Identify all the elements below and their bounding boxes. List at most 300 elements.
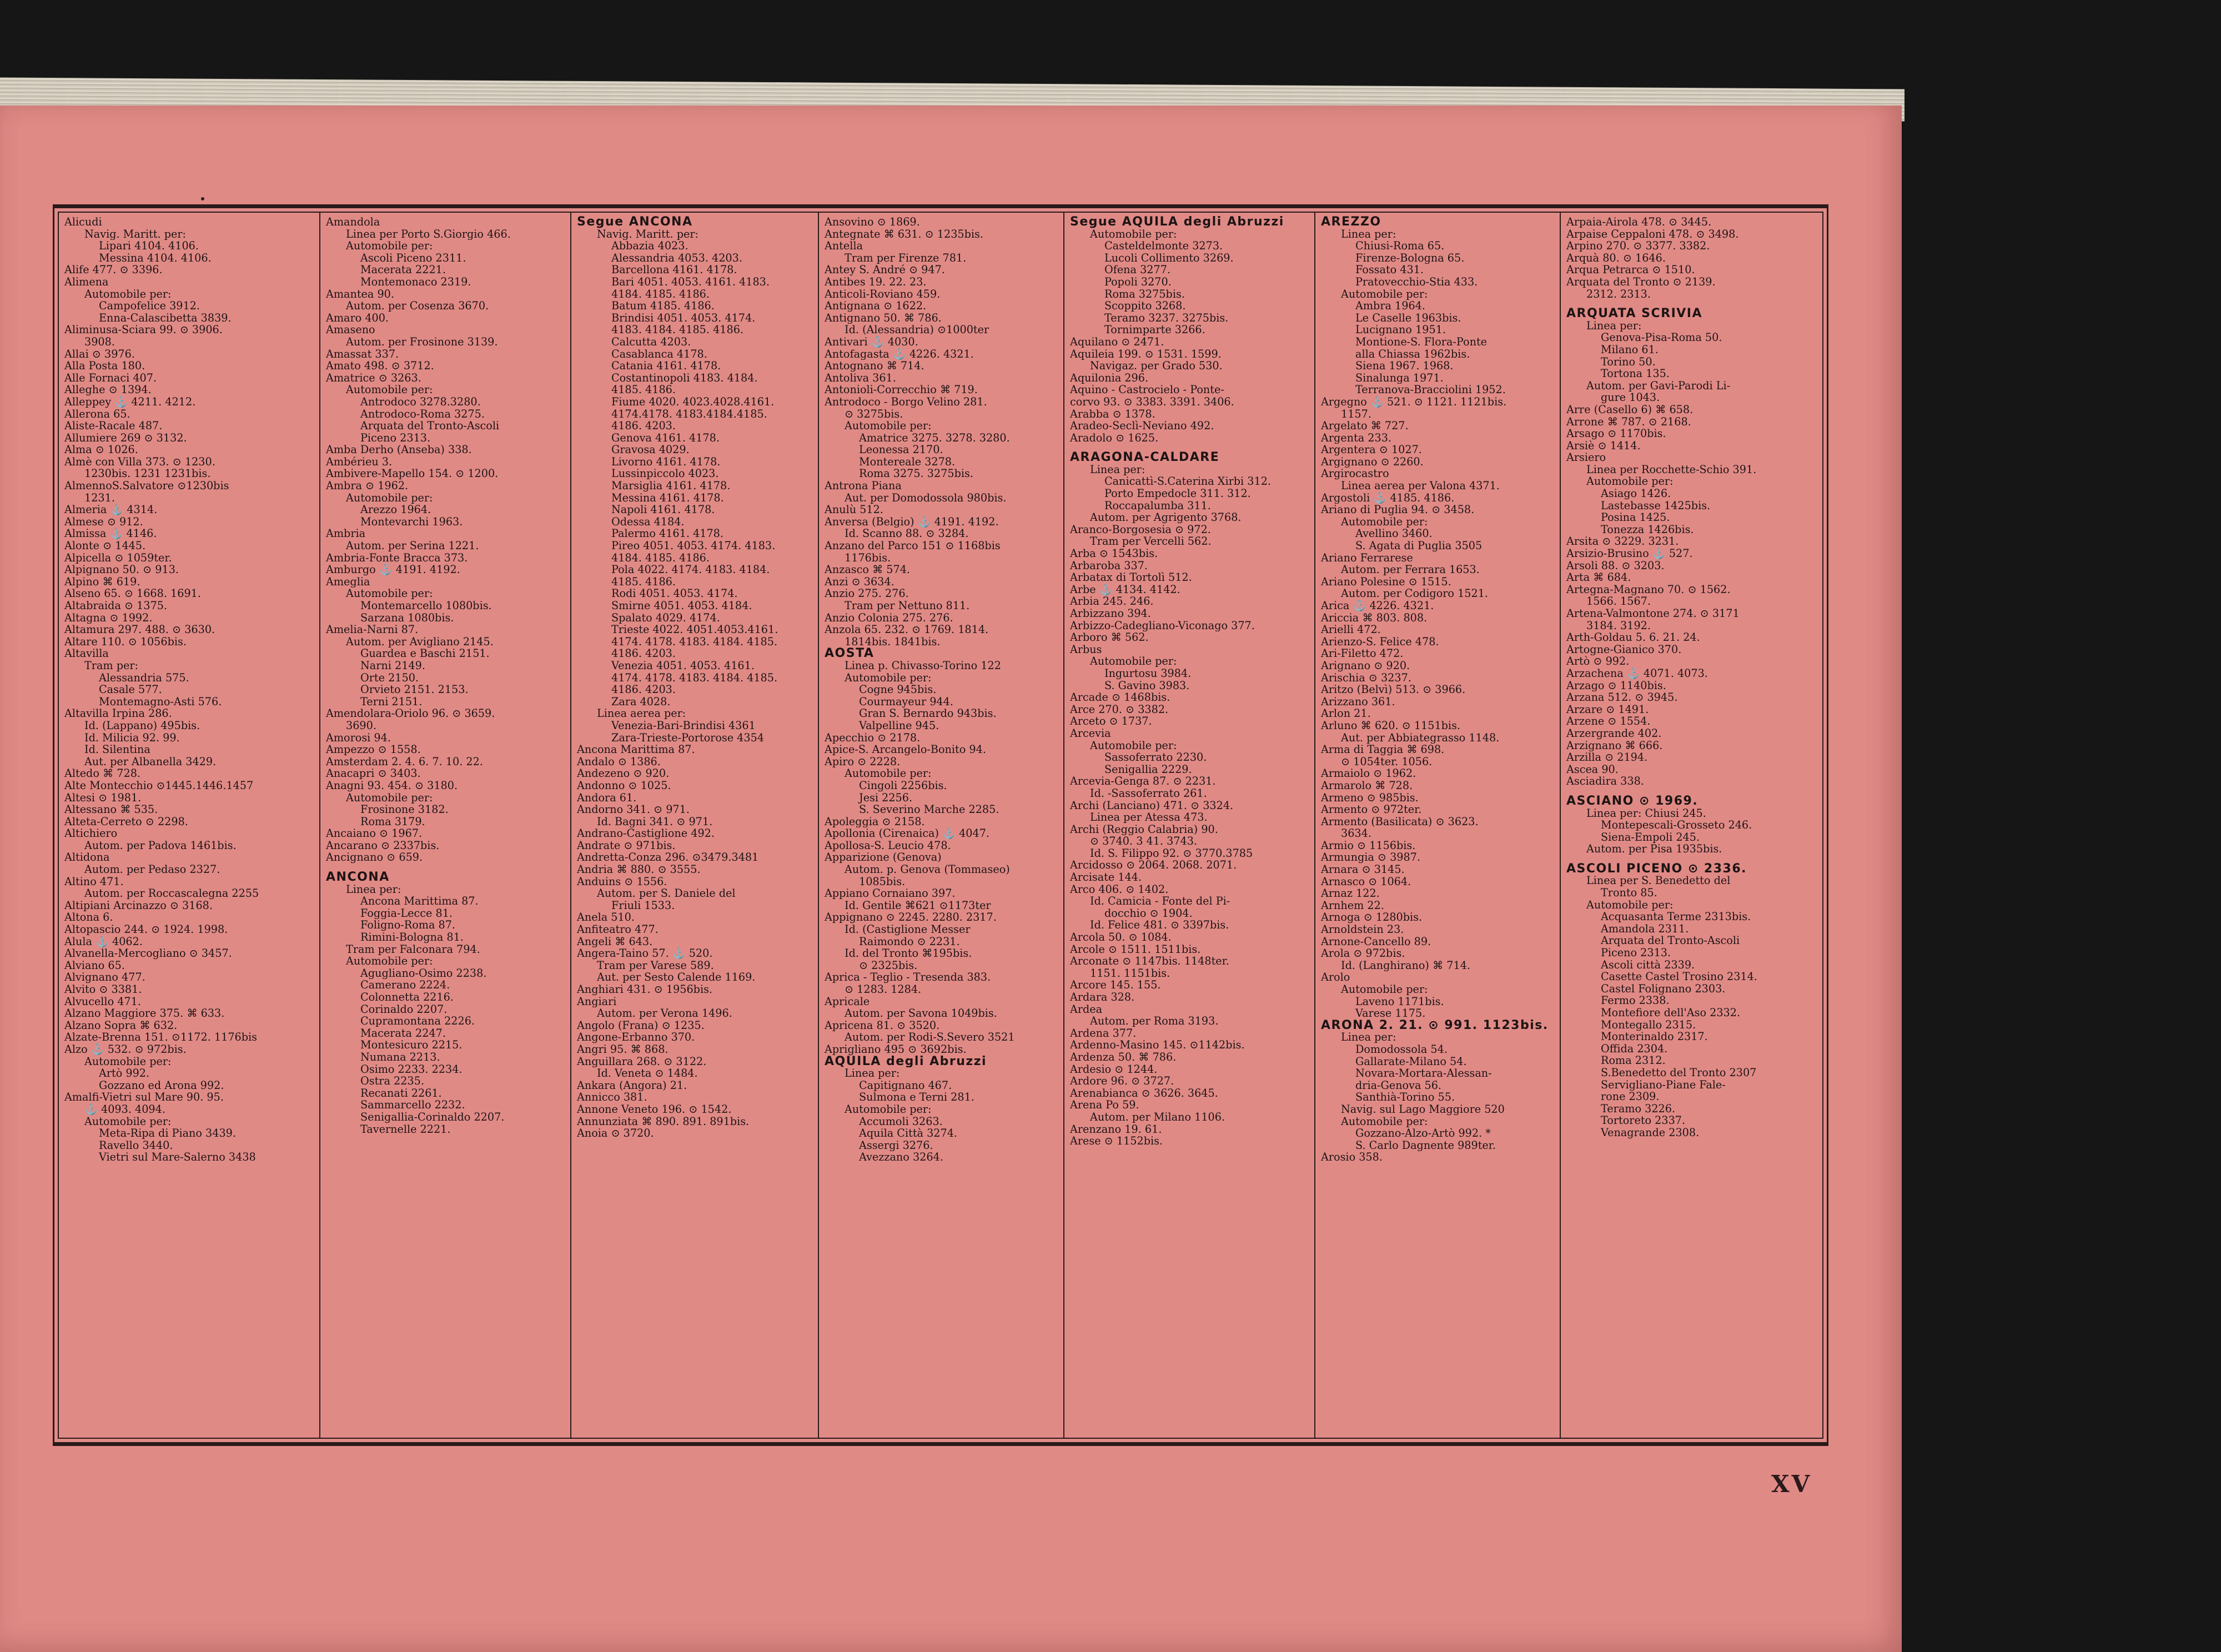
index-entry: Le Caselle 1963bis. (1355, 312, 1461, 324)
book-page (0, 106, 1902, 1652)
index-entry: Tram per Varese 589. (597, 959, 714, 972)
index-entry: Armeno ⊙ 985bis. (1321, 791, 1419, 804)
index-entry: Ari-Filetto 472. (1321, 647, 1404, 660)
index-entry: Ardenno-Masino 145. ⊙1142bis. (1070, 1039, 1245, 1051)
index-entry: Antella (825, 240, 863, 252)
index-column-3 (570, 213, 818, 1438)
index-entry: Arma di Taggia ⌘ 698. (1321, 744, 1445, 756)
index-entry: Sarzana 1080bis. (360, 611, 454, 624)
index-entry: Ingurtosu 3984. (1104, 667, 1192, 680)
index-entry: Tronto 85. (1601, 887, 1657, 899)
index-entry: Linea per: (1586, 319, 1642, 332)
index-entry: Scoppito 3268. (1104, 300, 1186, 312)
index-entry: Assergi 3276. (859, 1139, 933, 1152)
index-entry: Ariano Polesine ⊙ 1515. (1321, 575, 1451, 588)
index-entry: Linea aerea per: (597, 707, 686, 720)
index-entry: Ambivere-Mapello 154. ⊙ 1200. (326, 468, 499, 480)
index-entry: Venagrande 2308. (1601, 1126, 1700, 1139)
index-entry: Corinaldo 2207. (360, 1003, 448, 1016)
index-entry: Offida 2304. (1601, 1042, 1668, 1055)
index-entry: Altino 471. (64, 875, 124, 888)
index-entry: Automobile per: (346, 955, 433, 967)
section-heading: ARONA 2. 21. ⊙ 991. 1123bis. (1321, 1019, 1549, 1032)
index-entry: Castel Folignano 2303. (1601, 982, 1726, 995)
index-entry: Automobile per: (1586, 898, 1674, 911)
index-entry: 4174.4178. 4183.4184.4185. (611, 408, 767, 420)
index-entry: Aprigliano 495 ⊙ 3692bis. (825, 1043, 967, 1056)
index-entry: Archi (Reggio Calabria) 90. (1070, 823, 1218, 836)
index-entry: Messina 4104. 4106. (99, 252, 212, 264)
index-entry: Ambria-Fonte Bracca 373. (326, 551, 468, 564)
index-entry: Apice-S. Arcangelo-Bonito 94. (825, 744, 986, 756)
index-entry: Arta ⌘ 684. (1566, 571, 1631, 584)
index-entry: Antivari ⚓ 4030. (825, 335, 918, 348)
index-entry: 4185. 4186. (611, 384, 676, 396)
index-entry: Id. Veneta ⊙ 1484. (597, 1067, 698, 1079)
index-entry: Rimini-Bologna 81. (360, 931, 464, 943)
index-entry: Arceto ⊙ 1737. (1070, 715, 1152, 727)
index-entry: Amandola (326, 216, 380, 228)
index-entry: Frosinone 3182. (360, 804, 449, 816)
index-entry: Abbazia 4023. (611, 240, 689, 252)
index-entry: Lastebasse 1425bis. (1601, 499, 1711, 512)
index-entry: Alicudi (64, 216, 102, 228)
index-entry: Archi (Lanciano) 471. ⊙ 3324. (1070, 799, 1234, 812)
index-entry: docchio ⊙ 1904. (1104, 907, 1193, 920)
index-columns (58, 212, 1823, 1439)
index-entry: Arrone ⌘ 787. ⊙ 2168. (1566, 415, 1691, 428)
index-entry: Arluno ⌘ 620. ⊙ 1151bis. (1321, 719, 1461, 732)
index-entry: Autom. per Savona 1049bis. (845, 1007, 997, 1020)
index-entry: Batum 4185. 4186. (611, 300, 715, 312)
index-entry: Linea per: (346, 883, 401, 896)
index-entry: Linea per Atessa 473. (1090, 811, 1208, 824)
index-entry: Amantea 90. (326, 288, 394, 300)
index-entry: Monterinaldo 2317. (1601, 1031, 1708, 1043)
index-entry: Altamura 297. 488. ⊙ 3630. (64, 624, 215, 636)
index-entry: Argegno ⚓ 521. ⊙ 1121. 1121bis. (1321, 395, 1507, 408)
index-entry: Id. Scanno 88. ⊙ 3284. (845, 528, 969, 540)
index-entry: Automobile per: (84, 288, 172, 300)
index-entry: Aranco-Borgosesia ⊙ 972. (1070, 523, 1211, 536)
index-entry: Apiro ⊙ 2228. (825, 755, 901, 768)
index-entry: Amaro 400. (326, 312, 389, 324)
index-entry: Fermo 2338. (1601, 995, 1670, 1007)
index-entry: Recanati 2261. (360, 1087, 442, 1099)
index-entry: Altagna ⊙ 1992. (64, 611, 153, 624)
index-entry: Aritzo (Belvì) 513. ⊙ 3966. (1321, 684, 1466, 696)
index-entry: Rodi 4051. 4053. 4174. (611, 588, 738, 600)
index-entry: Tornimparte 3266. (1104, 324, 1205, 336)
index-entry: Anagni 93. 454. ⊙ 3180. (326, 779, 458, 792)
index-entry: Amba Derho (Anseba) 338. (326, 444, 472, 456)
index-entry: Automobile per: (845, 1103, 932, 1116)
index-entry: Arquata del Tronto-Ascoli (360, 420, 500, 432)
index-entry: Navig. sul Lago Maggiore 520 (1341, 1103, 1505, 1116)
index-entry: Navigaz. per Grado 530. (1090, 360, 1223, 372)
index-entry: Antrodoco - Borgo Velino 281. (825, 395, 987, 408)
index-entry: Aprica - Teglio - Tresenda 383. (825, 971, 991, 983)
index-entry: Orvieto 2151. 2153. (360, 684, 469, 696)
index-entry: Antignana ⊙ 1622. (825, 300, 927, 312)
index-entry: Arco 406. ⊙ 1402. (1070, 883, 1169, 896)
index-entry: Arpino 270. ⊙ 3377. 3382. (1566, 240, 1710, 252)
index-entry: Automobile per: (346, 240, 433, 252)
index-entry: 1814bis. 1841bis. (845, 635, 941, 648)
index-entry: Tortona 135. (1601, 368, 1670, 380)
index-entry: Apecchio ⊙ 2178. (825, 731, 921, 744)
index-entry: Arcisate 144. (1070, 871, 1142, 883)
index-entry: Andrate ⊙ 971bis. (577, 839, 676, 852)
index-entry: Autom. per Avigliano 2145. (346, 635, 494, 648)
index-entry: Arnoldstein 23. (1321, 923, 1404, 936)
index-entry: Alzano Sopra ⌘ 632. (64, 1019, 178, 1032)
index-entry: Anduins ⊙ 1556. (577, 875, 667, 888)
section-heading: ARAGONA-CALDARE (1070, 451, 1220, 464)
index-entry: Linea per: (1090, 463, 1145, 476)
index-entry: Gravosa 4029. (611, 444, 690, 456)
index-entry: Navig. Maritt. per: (597, 228, 699, 240)
index-entry: Antey S. André ⊙ 947. (825, 264, 945, 276)
index-entry: Alpicella ⊙ 1059ter. (64, 551, 172, 564)
index-entry: Automobile per: (1090, 739, 1177, 752)
index-entry: Montione-S. Flora-Ponte (1355, 335, 1488, 348)
index-entry: Anoia ⊙ 3720. (577, 1127, 654, 1139)
index-entry: Arsago ⊙ 1170bis. (1566, 428, 1666, 440)
index-entry: Arquata del Tronto-Ascoli (1601, 935, 1740, 947)
index-entry: Ameglia (326, 575, 370, 588)
index-entry: Linea per Rocchette-Schio 391. (1586, 463, 1757, 476)
index-entry: Automobile per: (1341, 288, 1428, 300)
index-entry: Antofagasta ⚓ 4226. 4321. (825, 348, 974, 360)
index-entry: 4186. 4203. (611, 420, 676, 432)
index-entry: Arbatax di Tortolì 512. (1070, 571, 1192, 584)
index-entry: Amelia-Narni 87. (326, 624, 419, 636)
index-entry: Allai ⊙ 3976. (64, 348, 135, 360)
index-entry: Torino 50. (1601, 355, 1656, 368)
index-entry: 1566. 1567. (1586, 595, 1651, 607)
index-entry: Artò ⊙ 992. (1566, 655, 1630, 667)
index-entry: Almissa ⚓ 4146. (64, 528, 157, 540)
index-entry: Sulmona e Terni 281. (859, 1091, 974, 1103)
index-entry: Autom. per Pisa 1935bis. (1586, 843, 1722, 855)
index-entry: Arzene ⊙ 1554. (1566, 715, 1651, 727)
index-entry: Id. (Lappano) 495bis. (84, 719, 200, 732)
index-entry: Brindisi 4051. 4053. 4174. (611, 312, 756, 324)
index-entry: Antibes 19. 22. 23. (825, 275, 927, 288)
index-entry: Ostra 2235. (360, 1075, 424, 1087)
index-entry: Armio ⊙ 1156bis. (1321, 839, 1416, 852)
index-entry: Roma 2312. (1601, 1055, 1666, 1067)
index-entry: 4184. 4185. 4186. (611, 288, 710, 300)
index-entry: Artò 992. (99, 1067, 150, 1079)
index-entry: ⊙ 2325bis. (859, 959, 918, 972)
index-entry: Id. del Tronto ⌘195bis. (845, 947, 972, 960)
index-entry: Agugliano-Osimo 2238. (360, 967, 487, 980)
index-entry: S. Agata di Puglia 3505 (1355, 540, 1483, 552)
index-entry: Automobile per: (1341, 983, 1428, 996)
index-entry: Anzola 65. 232. ⊙ 1769. 1814. (825, 624, 989, 636)
index-entry: Leonessa 2170. (859, 444, 943, 456)
index-entry: Tavernelle 2221. (360, 1123, 451, 1136)
index-entry: Arcade ⊙ 1468bis. (1070, 691, 1170, 704)
index-entry: Alleghe ⊙ 1394. (64, 384, 152, 396)
index-entry: Antegnate ⌘ 631. ⊙ 1235bis. (825, 228, 984, 240)
index-entry: Anfiteatro 477. (577, 923, 659, 936)
index-entry: Alseno 65. ⊙ 1668. 1691. (64, 588, 201, 600)
section-heading: Segue ANCONA (577, 216, 693, 228)
index-entry: Montemarcello 1080bis. (360, 600, 492, 612)
index-entry: Amatrice ⊙ 3263. (326, 371, 421, 384)
index-entry: Allerona 65. (64, 408, 130, 420)
index-entry: Arnone-Cancello 89. (1321, 935, 1431, 948)
index-entry: Tram per Vercelli 562. (1090, 535, 1212, 548)
index-entry: ⊙ 1283. 1284. (845, 983, 922, 996)
index-entry: Anzano del Parco 151 ⊙ 1168bis (825, 540, 1001, 552)
index-entry: Alma ⊙ 1026. (64, 444, 138, 456)
index-entry: 4186. 4203. (611, 647, 676, 660)
index-entry: Ambria (326, 528, 366, 540)
index-entry: Macerata 2221. (360, 264, 446, 276)
index-entry: Fiume 4020. 4023.4028.4161. (611, 395, 775, 408)
index-entry: 1176bis. (845, 551, 891, 564)
index-entry: Genova-Pisa-Roma 50. (1601, 332, 1722, 344)
index-entry: Aradeo-Seclì-Neviano 492. (1070, 420, 1214, 432)
index-entry: 4184. 4185. 4186. (611, 551, 710, 564)
index-entry: S. Severino Marche 2285. (859, 804, 999, 816)
index-entry: Arezzo 1964. (360, 504, 431, 516)
index-entry: ⊙ 1054ter. 1056. (1341, 755, 1433, 768)
index-entry: Valpelline 945. (859, 719, 939, 732)
index-entry: Arzergrande 402. (1566, 727, 1662, 740)
index-entry: Raimondo ⊙ 2231. (859, 935, 960, 948)
index-entry: 4174. 4178. 4183. 4184. 4185. (611, 635, 778, 648)
index-entry: Arsoli 88. ⊙ 3203. (1566, 559, 1665, 572)
index-entry: Ascoli Piceno 2311. (360, 252, 466, 264)
index-entry: Cogne 945bis. (859, 684, 937, 696)
index-entry: Autom. per Cosenza 3670. (346, 300, 489, 312)
index-entry: Armungia ⊙ 3987. (1321, 851, 1421, 864)
index-entry: Venezia-Bari-Brindisi 4361 (611, 719, 756, 732)
index-entry: Roccapalumba 311. (1104, 499, 1211, 512)
index-entry: Aut. per Sesto Calende 1169. (597, 971, 756, 983)
index-entry: Aradolo ⊙ 1625. (1070, 431, 1159, 444)
index-entry: Foligno-Roma 87. (360, 919, 456, 932)
index-entry: Lucignano 1951. (1355, 324, 1446, 336)
index-entry: S. Carlo Dagnente 989ter. (1355, 1139, 1496, 1152)
index-entry: Angolo (Frana) ⊙ 1235. (577, 1019, 705, 1032)
index-entry: Arielli 472. (1321, 624, 1381, 636)
index-entry: Argenta 233. (1321, 431, 1391, 444)
index-entry: Arola ⊙ 972bis. (1321, 947, 1405, 960)
index-entry: Piceno 2313. (360, 431, 431, 444)
index-entry: Arnoga ⊙ 1280bis. (1321, 911, 1423, 924)
index-entry: Aquileia 199. ⊙ 1531. 1599. (1070, 348, 1222, 360)
index-entry: Tram per Nettuno 811. (845, 600, 970, 612)
index-entry: Canicattì-S.Caterina Xirbi 312. (1104, 475, 1272, 488)
index-entry: Aut. per Albanella 3429. (84, 755, 217, 768)
index-entry: Anulù 512. (825, 504, 883, 516)
index-entry: Altedo ⌘ 728. (64, 767, 141, 780)
index-entry: Id. -Sassoferrato 261. (1090, 787, 1207, 800)
index-entry: 1231. (84, 491, 115, 504)
index-entry: Foggia-Lecce 81. (360, 907, 453, 920)
index-entry: Montereale 3278. (859, 455, 956, 468)
index-entry: Alessandria 575. (99, 671, 189, 684)
index-entry: Alzate-Brenna 151. ⊙1172. 1176bis (64, 1031, 257, 1043)
index-entry: Altichiero (64, 827, 118, 840)
index-entry: Arsizio-Brusino ⚓ 527. (1566, 548, 1693, 560)
index-entry: Amandola 2311. (1601, 922, 1689, 935)
index-entry: Automobile per: (84, 1115, 172, 1128)
index-entry: Autom. per Serina 1221. (346, 540, 479, 552)
section-heading: Segue AQUILA degli Abruzzi (1070, 216, 1284, 228)
index-entry: dria-Genova 56. (1355, 1079, 1441, 1092)
index-entry: Appiano Cornaiano 397. (825, 887, 956, 900)
index-entry: Marsiglia 4161. 4178. (611, 480, 731, 492)
index-entry: Montevarchi 1963. (360, 515, 463, 528)
index-entry: Novara-Mortara-Alessan- (1355, 1067, 1492, 1079)
index-entry: Casale 577. (99, 684, 162, 696)
index-entry: Angri 95. ⌘ 868. (577, 1043, 669, 1056)
index-entry: Zara-Trieste-Portorose 4354 (611, 731, 765, 744)
index-entry: Apricena 81. ⊙ 3520. (825, 1019, 940, 1032)
index-entry: Ancaiano ⊙ 1967. (326, 827, 423, 840)
index-entry: Ardenza 50. ⌘ 786. (1070, 1051, 1177, 1063)
index-entry: Acquasanta Terme 2313bis. (1601, 911, 1751, 923)
index-entry: Id. Bagni 341. ⊙ 971. (597, 815, 713, 828)
index-entry: Arcore 145. 155. (1070, 979, 1161, 991)
index-entry: Automobile per: (845, 671, 932, 684)
index-entry: Catania 4161. 4178. (611, 360, 721, 372)
index-entry: Alpino ⌘ 619. (64, 575, 140, 588)
index-entry: Courmayeur 944. (859, 695, 953, 708)
index-entry: Altabraida ⊙ 1375. (64, 600, 168, 612)
index-entry: Andonno ⊙ 1025. (577, 779, 671, 792)
index-entry: Appignano ⊙ 2245. 2280. 2317. (825, 911, 997, 924)
index-entry: 4185. 4186. (611, 575, 676, 588)
index-column-2 (319, 213, 570, 1438)
index-entry: Santhià-Torino 55. (1355, 1091, 1455, 1103)
index-entry: Asciadira 338. (1566, 775, 1644, 787)
index-entry: Id. Silentina (84, 744, 150, 756)
index-entry: Angera-Taino 57. ⚓ 520. (577, 947, 713, 960)
index-entry: Almeria ⚓ 4314. (64, 504, 158, 516)
index-entry: Aut. per Domodossola 980bis. (845, 491, 1007, 504)
index-entry: Porto Empedocle 311. 312. (1104, 488, 1251, 500)
index-entry: Ankara (Angora) 21. (577, 1079, 687, 1092)
index-entry: Autom. per Pedaso 2327. (84, 863, 220, 876)
index-entry: Colonnetta 2216. (360, 991, 454, 1003)
index-entry: S.Benedetto del Tronto 2307 (1601, 1066, 1757, 1079)
index-entry: Avellino 3460. (1355, 528, 1433, 540)
index-entry: Arbe ⚓ 4134. 4142. (1070, 583, 1180, 596)
index-entry: Arce 270. ⊙ 3382. (1070, 703, 1169, 716)
index-entry: Amsterdam 2. 4. 6. 7. 10. 22. (326, 755, 483, 768)
index-entry: Roma 3179. (360, 815, 425, 828)
index-entry: 3634. (1341, 827, 1371, 840)
index-entry: Armarolo ⌘ 728. (1321, 779, 1413, 792)
index-entry: Anzasco ⌘ 574. (825, 564, 911, 576)
index-entry: Camerano 2224. (360, 979, 450, 991)
index-entry: Livorno 4161. 4178. (611, 455, 721, 468)
index-entry: Spalato 4029. 4174. (611, 611, 720, 624)
index-entry: Id. (Langhirano) ⌘ 714. (1341, 959, 1470, 972)
index-entry: Altessano ⌘ 535. (64, 804, 158, 816)
index-entry: Arese ⊙ 1152bis. (1070, 1135, 1163, 1147)
index-entry: Ardea (1070, 1003, 1103, 1016)
index-entry: Tonezza 1426bis. (1601, 523, 1694, 536)
index-entry: Arlon 21. (1321, 707, 1371, 720)
index-entry: Antoliva 361. (825, 371, 896, 384)
index-entry: Linea per: (845, 1067, 900, 1079)
index-entry: Tram per Falconara 794. (346, 943, 480, 956)
index-entry: Siena-Empoli 245. (1601, 831, 1700, 843)
index-entry: Gozzano ed Arona 992. (99, 1079, 224, 1092)
index-entry: Meta-Ripa di Piano 3439. (99, 1127, 236, 1139)
index-entry: Id. (Alessandria) ⊙1000ter (845, 324, 989, 336)
index-entry: Cupramontana 2226. (360, 1015, 475, 1027)
index-entry: Orte 2150. (360, 671, 419, 684)
index-entry: Anticoli-Roviano 459. (825, 288, 941, 300)
index-entry: Ambra 1964. (1355, 300, 1425, 312)
index-column-7 (1560, 213, 1825, 1438)
index-entry: Arienzo-S. Felice 478. (1321, 635, 1439, 648)
index-entry: Arsita ⊙ 3229. 3231. (1566, 535, 1679, 548)
index-entry: Linea per Porto S.Giorgio 466. (346, 228, 511, 240)
index-entry: Altipiani Arcinazzo ⊙ 3168. (64, 899, 213, 912)
index-entry: Armaiolo ⊙ 1962. (1321, 767, 1416, 780)
index-entry: Automobile per: (1586, 475, 1674, 488)
index-entry: Montesicuro 2215. (360, 1039, 463, 1051)
index-entry: Arnasco ⊙ 1064. (1321, 875, 1411, 888)
index-entry: Automobile per: (1090, 655, 1177, 667)
index-entry: Arbus (1070, 643, 1102, 656)
index-entry: Capitignano 467. (859, 1079, 952, 1092)
index-entry: Id. Felice 481. ⊙ 3397bis. (1090, 919, 1229, 932)
index-entry: Automobile per: (1341, 515, 1428, 528)
index-entry: Id. Milicia 92. 99. (84, 731, 180, 744)
index-entry: Alpignano 50. ⊙ 913. (64, 564, 179, 576)
index-entry: Ofena 3277. (1104, 264, 1171, 276)
index-entry: Antrodoco 3278.3280. (360, 395, 481, 408)
index-entry: Angeli ⌘ 643. (577, 935, 653, 948)
index-entry: Lussinpiccolo 4023. (611, 468, 719, 480)
index-entry: Antonioli-Correcchio ⌘ 719. (825, 384, 978, 396)
index-entry: Anzio Colonia 275. 276. (825, 611, 953, 624)
index-entry: Armento ⊙ 972ter. (1321, 804, 1422, 816)
index-entry: Aquilano ⊙ 2471. (1070, 335, 1164, 348)
index-entry: Gallarate-Milano 54. (1355, 1055, 1467, 1068)
index-entry: Arzachena ⚓ 4071. 4073. (1566, 667, 1708, 680)
index-entry: Aquilonia 296. (1070, 371, 1149, 384)
index-entry: Avezzano 3264. (859, 1151, 943, 1163)
index-entry: Arnara ⊙ 3145. (1321, 863, 1405, 876)
index-entry: Arenzano 19. 61. (1070, 1123, 1162, 1136)
index-entry: Narni 2149. (360, 659, 425, 672)
index-entry: Alle Fornaci 407. (64, 371, 157, 384)
index-entry: Bari 4051. 4053. 4161. 4183. (611, 275, 770, 288)
index-entry: Cingoli 2256bis. (859, 779, 947, 792)
index-entry: Ambra ⊙ 1962. (326, 480, 409, 492)
index-entry: Napoli 4161. 4178. (611, 504, 715, 516)
index-entry: Arpaia-Airola 478. ⊙ 3445. (1566, 216, 1712, 228)
index-entry: ⚓ 4093. 4094. (84, 1103, 165, 1116)
ink-dot (201, 197, 204, 200)
index-column-6 (1314, 213, 1560, 1438)
index-entry: Zara 4028. (611, 695, 671, 708)
section-heading: AOSTA (825, 647, 875, 660)
